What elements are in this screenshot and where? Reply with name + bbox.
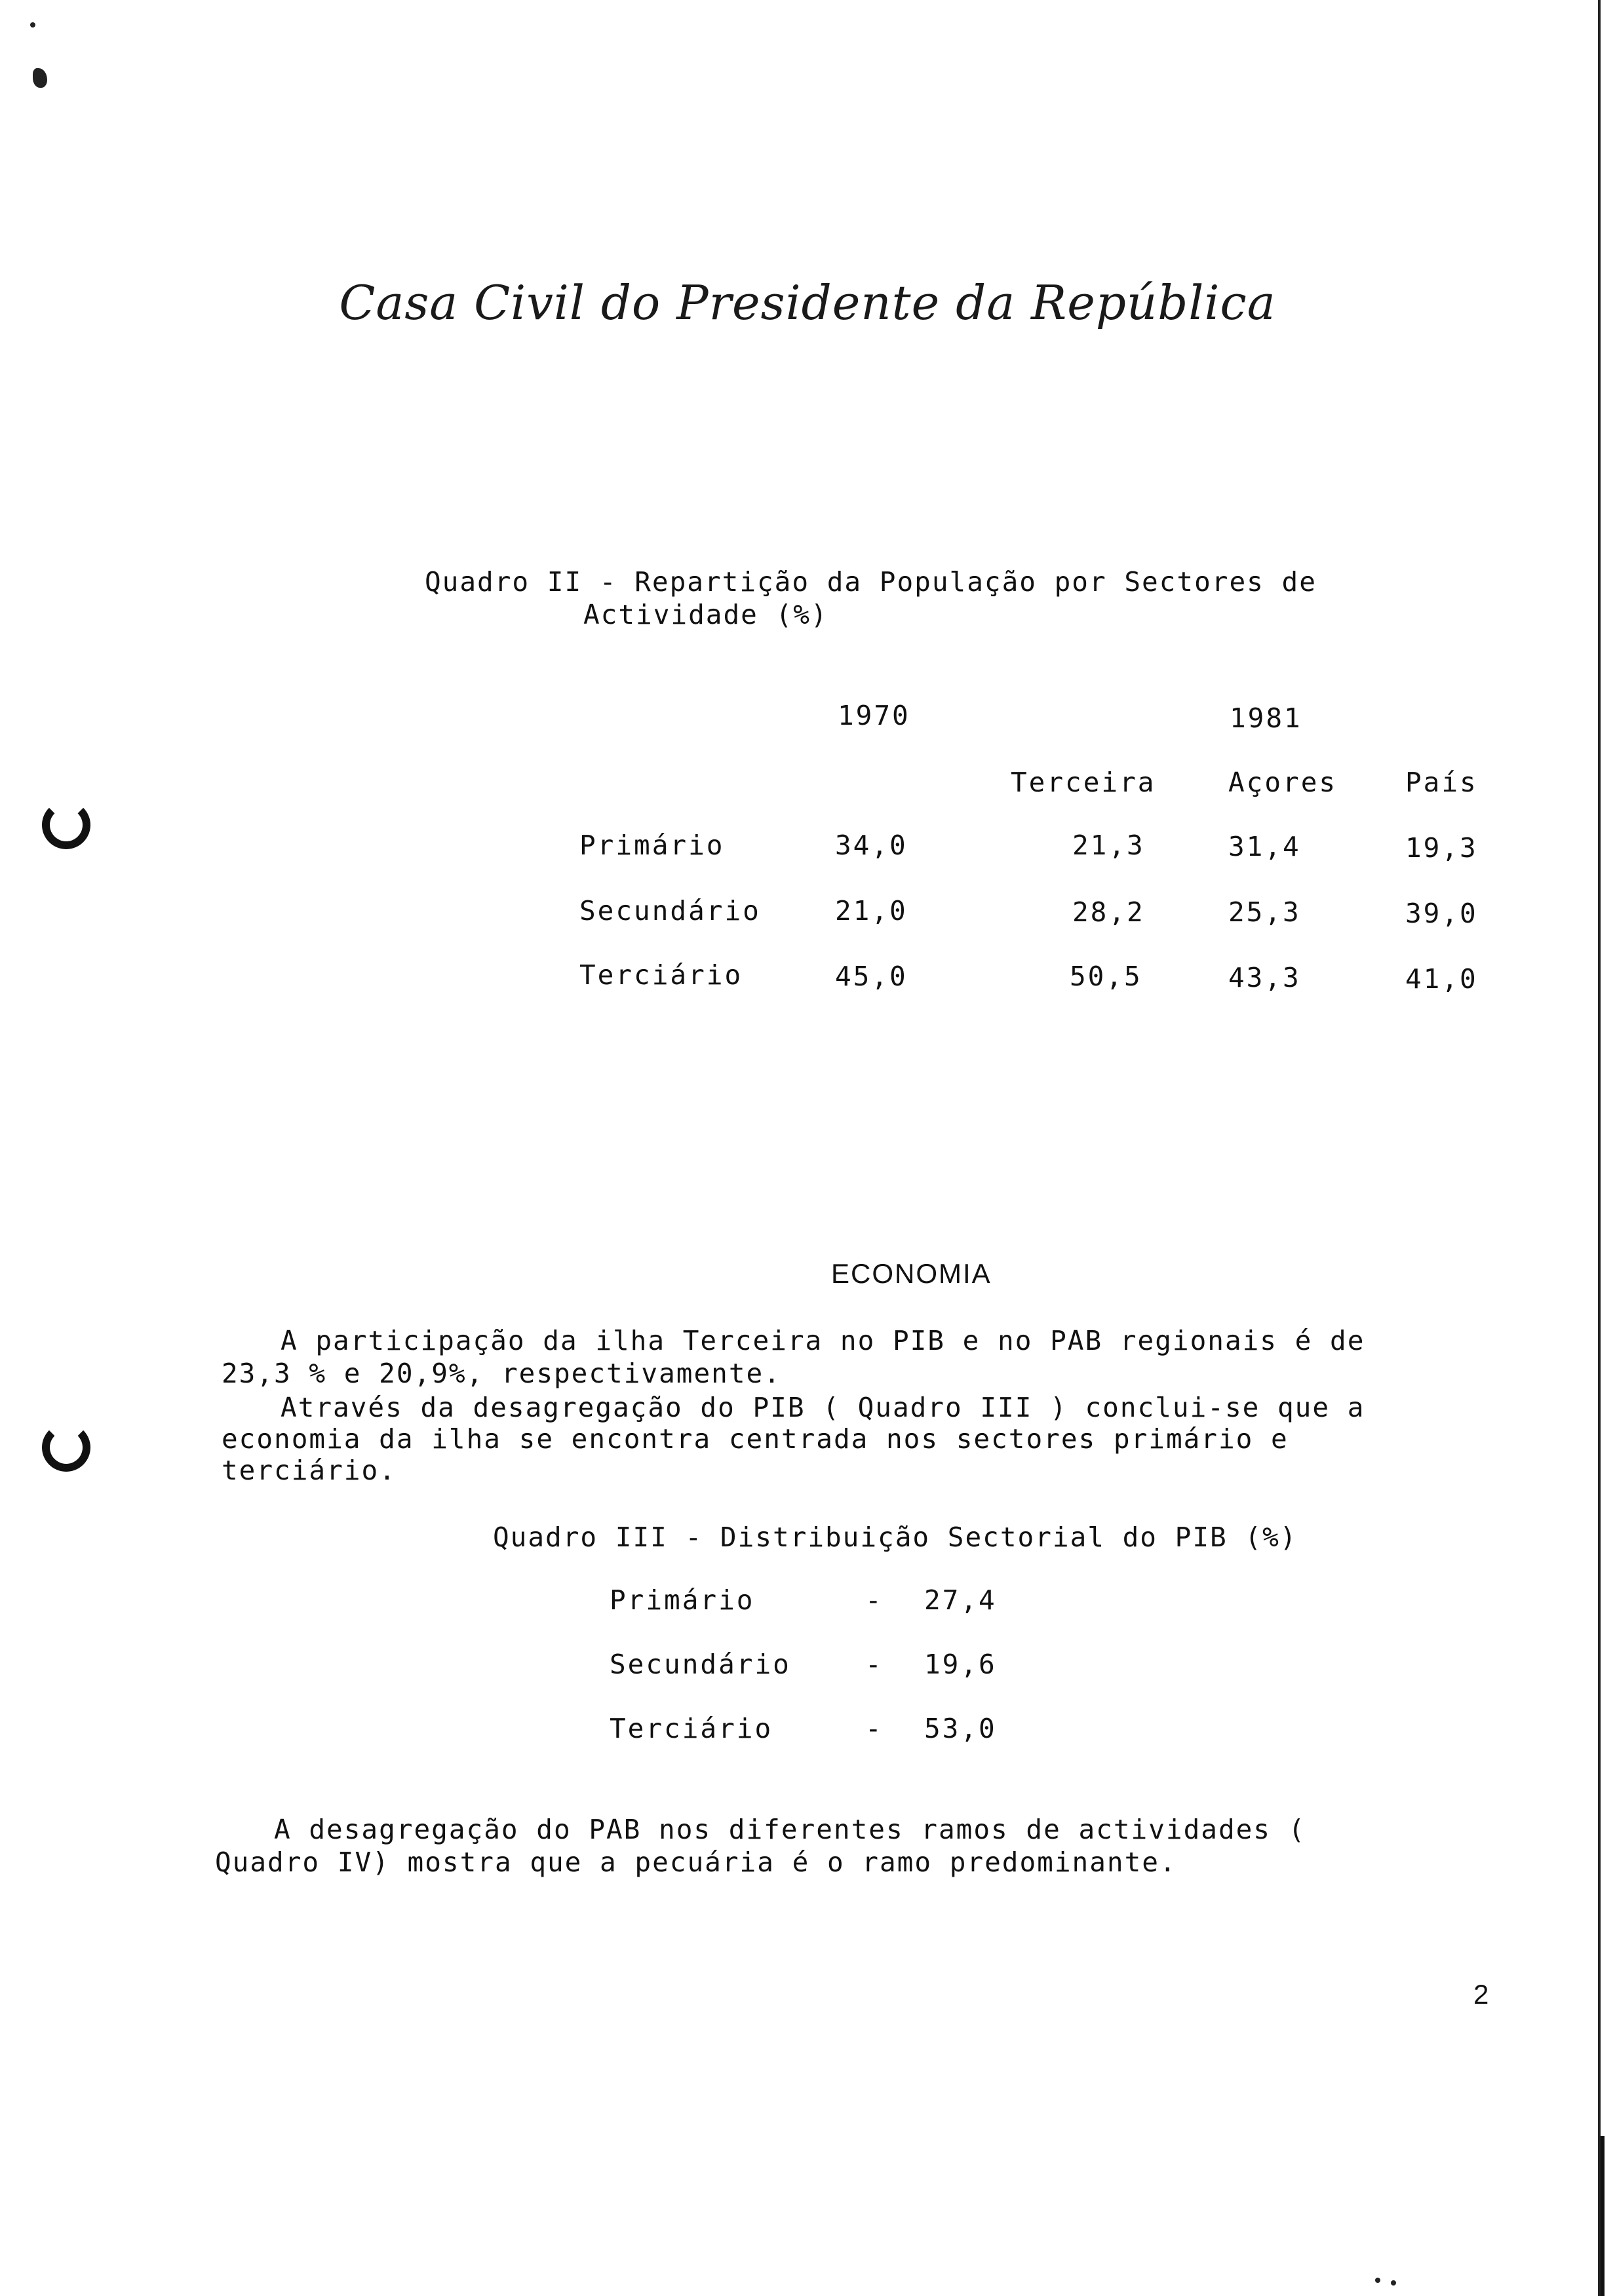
quadro2-title-line2: Actividade (%)	[583, 599, 828, 630]
economia-para2-line2: economia da ilha se encontra centrada nos sectores primário e	[222, 1423, 1289, 1455]
cell-terceira: 28,2	[1072, 896, 1145, 928]
economia-para1-line1: A participação da ilha Terceira no PIB e no PAB regionais é de	[281, 1325, 1365, 1356]
cell-pais: 41,0	[1405, 963, 1478, 995]
scan-speck	[1391, 2280, 1396, 2286]
row-label: Secundário	[579, 895, 761, 927]
letterhead: Casa Civil do Presidente da República	[339, 275, 1276, 330]
row-dash: -	[865, 1649, 884, 1680]
header-acores: Açores	[1228, 767, 1338, 798]
cell-acores: 25,3	[1228, 896, 1301, 928]
cell-terceira: 50,5	[1070, 961, 1142, 992]
cell-pais: 39,0	[1405, 898, 1478, 929]
header-terceira: Terceira	[1011, 767, 1156, 798]
cell-1970: 45,0	[835, 961, 908, 992]
economia-para2-line1: Através da desagregação do PIB ( Quadro III ) conclui-se que a	[281, 1392, 1365, 1423]
row-value: 19,6	[924, 1649, 997, 1680]
cell-acores: 43,3	[1228, 962, 1301, 993]
scan-speck	[33, 68, 47, 88]
cell-1970: 21,0	[835, 895, 908, 927]
cell-1970: 34,0	[835, 830, 908, 861]
header-pais: País	[1405, 767, 1478, 798]
page-edge-line	[1598, 0, 1601, 2296]
row-dash: -	[865, 1713, 884, 1744]
cell-acores: 31,4	[1228, 831, 1301, 862]
economia-para1-line2: 23,3 % e 20,9%, respectivamente.	[222, 1358, 781, 1389]
quadro3-title: Quadro III - Distribuição Sectorial do PIB (%)	[493, 1521, 1298, 1553]
scan-speck	[1375, 2278, 1380, 2283]
punch-hole-mark	[42, 1423, 90, 1472]
row-dash: -	[865, 1584, 884, 1616]
economia-para2-line3: terciário.	[222, 1455, 397, 1486]
cell-pais: 19,3	[1405, 832, 1478, 864]
row-value: 27,4	[924, 1584, 997, 1616]
row-label: Terciário	[579, 959, 743, 991]
economia-heading: ECONOMIA	[831, 1258, 992, 1289]
quadro2-title-line1: Quadro II - Repartição da População por Sectores de	[425, 566, 1317, 598]
row-label: Terciário	[610, 1713, 773, 1744]
row-label: Primário	[610, 1584, 755, 1616]
page-edge-shadow	[1601, 2136, 1605, 2296]
page-number: 2	[1473, 1979, 1490, 2010]
punch-hole-mark	[42, 801, 90, 849]
row-label: Primário	[579, 830, 725, 861]
year-1970-header: 1970	[838, 700, 910, 731]
closing-line2: Quadro IV) mostra que a pecuária é o ramo predominante.	[215, 1846, 1177, 1878]
cell-terceira: 21,3	[1072, 830, 1145, 861]
row-value: 53,0	[924, 1713, 997, 1744]
scan-speck	[30, 22, 35, 28]
closing-line1: A desagregação do PAB nos diferentes ramos de actividades (	[274, 1814, 1306, 1845]
row-label: Secundário	[610, 1649, 791, 1680]
year-1981-header: 1981	[1230, 702, 1302, 734]
